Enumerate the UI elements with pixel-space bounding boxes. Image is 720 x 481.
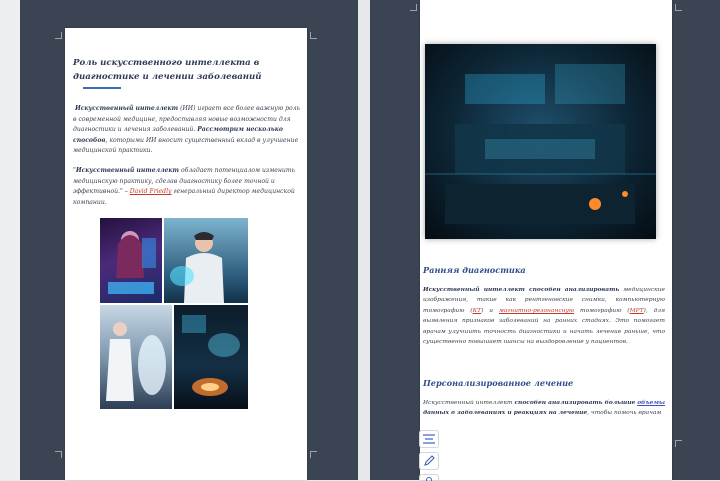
collage-photo-brain-scan[interactable]: [174, 305, 248, 409]
pen-button[interactable]: [419, 452, 439, 470]
quote-bold-term: Искусственный интеллект: [75, 167, 180, 174]
bold-phrase: данных о заболеваниях и реакциях на лечение: [423, 409, 588, 417]
more-button[interactable]: [419, 474, 439, 480]
margin-corner-mark: [675, 4, 682, 11]
section-heading-personalized-treatment[interactable]: Персонализированное лечение: [423, 378, 574, 388]
left-margin: [0, 0, 20, 480]
collage-photo-doctor-hologram[interactable]: [164, 218, 248, 303]
align-icon: [423, 434, 435, 444]
paragraph-text: ), для выявления признаков заболеваний на ранних стадиях. Это помогает врачам улучшить точность диагностики и начать лечение раньше, что существенно повышает шансы на выздоровление у пациентов.: [423, 307, 665, 346]
document-page-2[interactable]: [420, 0, 672, 480]
bold-term: Искусственный интеллект: [74, 105, 179, 112]
bold-phrase: Рассмотрим несколько способов: [73, 126, 283, 144]
quote-end-text: генеральный директор медицинской компании.: [73, 188, 295, 206]
spelling-flag: магнитно-резонансную: [498, 307, 575, 314]
paragraph-text: ) и: [481, 307, 499, 314]
underlined-term: объемы: [637, 399, 665, 406]
quote-mark: ": [73, 167, 76, 174]
paragraph-text: томографию (: [574, 307, 630, 314]
collage-photo-team-corridor[interactable]: [100, 305, 172, 409]
document-title[interactable]: Роль искусственного интеллекта в диагностике и лечении заболеваний: [73, 58, 262, 82]
quote-paragraph[interactable]: [73, 166, 301, 208]
margin-corner-mark: [310, 32, 317, 39]
document-page-1[interactable]: [65, 28, 307, 480]
intro-text: (ИИ) играет все более важную роль в современной медицине, предоставляя новые возможности для диагностики и лечения заболеваний.: [73, 105, 300, 134]
abbr-kt: КТ: [472, 307, 482, 314]
paragraph-personalized-treatment[interactable]: [423, 398, 665, 419]
quote-author: David Friedly: [129, 188, 172, 196]
quote-text: обладает потенциалом изменить медицинскую практику, сделав диагностику более точной и эффективной." –: [73, 167, 295, 196]
pen-icon: [423, 455, 435, 467]
margin-corner-mark: [55, 451, 62, 458]
intro-paragraph[interactable]: [73, 104, 301, 157]
margin-corner-mark: [310, 451, 317, 458]
abbr-mrt: МРТ: [629, 307, 644, 314]
collage-photo-doctor-screen[interactable]: [100, 218, 162, 303]
title-underline: [83, 87, 121, 89]
paragraph-early-diagnosis[interactable]: [423, 285, 665, 347]
paragraph-text: медицинские изображения, такие как рентгеновские снимки, компьютерную томографию (: [423, 287, 665, 314]
align-button[interactable]: [419, 430, 439, 448]
intro-end-text: , которыми ИИ вносит существенный вклад в улучшение медицинской практики.: [73, 136, 299, 155]
section-heading-early-diagnosis[interactable]: Ранняя диагностика: [423, 265, 526, 275]
paragraph-text: , чтобы помочь врачам: [587, 410, 662, 417]
margin-corner-mark: [410, 4, 417, 11]
page-gap: [358, 0, 370, 480]
margin-corner-mark: [675, 440, 682, 447]
margin-corner-mark: [55, 32, 62, 39]
bold-phrase: способен анализировать большие: [514, 399, 636, 406]
bold-phrase: Искусственный интеллект способен анализировать: [423, 286, 620, 293]
paragraph-text: Искусственный интеллект: [423, 400, 515, 406]
hero-image-tech-circuit[interactable]: [425, 44, 656, 239]
